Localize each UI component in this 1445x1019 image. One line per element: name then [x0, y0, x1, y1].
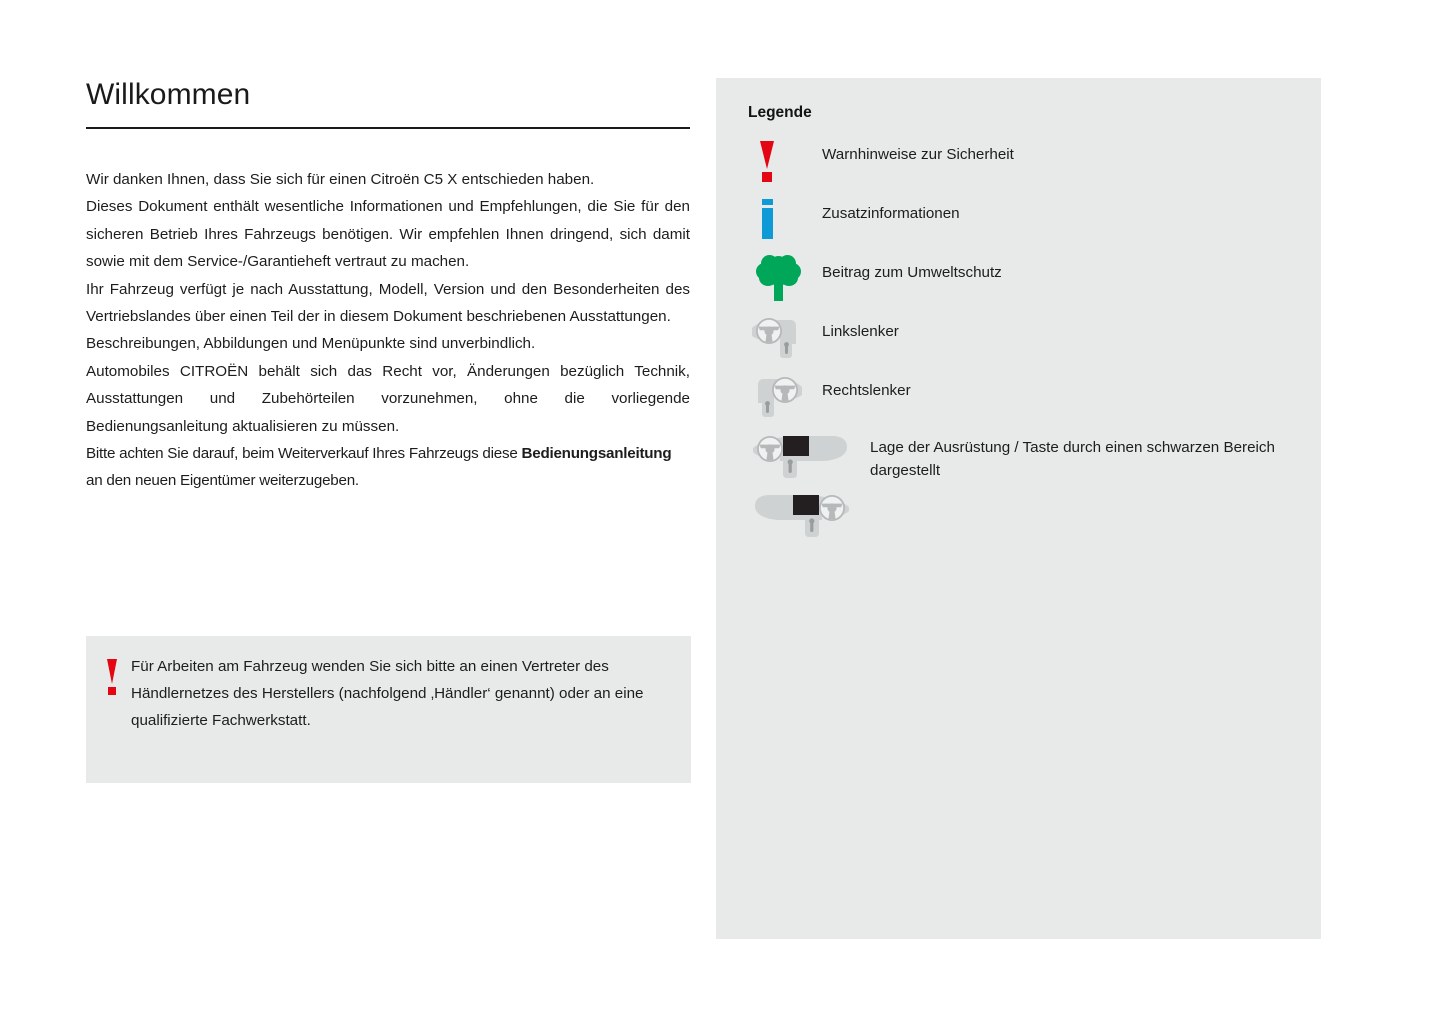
- warning-callout-box: [86, 636, 691, 783]
- title-underline-rule: [86, 127, 690, 129]
- intro-paragraph-3: Ihr Fahrzeug verfügt je nach Ausstattung, Modell, Version und den Besonderheiten des Vertriebslandes über einen Teil der in diesem Dokument beschriebenen Ausstattungen.: [86, 280, 690, 326]
- final-text-bold: Bedienungsanleitung: [521, 445, 672, 463]
- final-text-before-bold: Bitte achten Sie darauf, beim Weiterverkauf Ihres Fahrzeugs diese: [86, 445, 522, 463]
- legend-item-right-hand-drive: [748, 371, 1303, 430]
- warning-exclamation-icon: [106, 659, 119, 695]
- legend-title: Legende: [748, 104, 812, 121]
- intro-paragraph-2: Dieses Dokument enthält wesentliche Informationen und Empfehlungen, die Sie für den sicheren Betrieb Ihres Fahrzeugs benötigen. Wir empfehlen Ihnen dringend, sich damit sowie mit dem Service-/Garantieheft vertraut zu machen.: [86, 198, 690, 271]
- warning-exclamation-icon: [748, 135, 822, 187]
- legend-item-label: Linkslenker: [822, 323, 899, 340]
- dashboard-zone-right-drive-icon: [748, 489, 870, 539]
- legend-item-left-hand-drive: [748, 312, 1303, 371]
- legend-item-equipment-zone-right-drive: [748, 489, 1303, 548]
- page-title: Willkommen: [86, 78, 251, 111]
- intro-text-block: [86, 166, 690, 495]
- intro-paragraph-5: Automobiles CITROËN behält sich das Recht vor, Änderungen bezüglich Technik, Ausstattungen und Zubehörteilen vorzunehmen, ohne die vorliegende Bedienungsanleitung aktualisieren zu müssen.: [86, 362, 690, 435]
- warning-callout-text: Für Arbeiten am Fahrzeug wenden Sie sich bitte an einen Vertreter des Händlernetzes des Herstellers (nachfolgend ‚Händler‘ genannt) oder an eine qualifizierte Fachwerkstatt.: [131, 658, 644, 729]
- legend-item-equipment-zone-left-drive: [748, 430, 1303, 489]
- right-hand-drive-icon: [748, 371, 822, 423]
- tree-environment-icon: [748, 253, 822, 305]
- legend-item-label: Rechtslenker: [822, 382, 911, 399]
- legend-item-warning: [748, 135, 1303, 194]
- legend-panel: [716, 78, 1321, 939]
- legend-item-label: Beitrag zum Umweltschutz: [822, 264, 1002, 281]
- legend-item-environment: [748, 253, 1303, 312]
- intro-paragraph-4: Beschreibungen, Abbildungen und Menüpunkte sind unverbindlich.: [86, 335, 536, 353]
- dashboard-zone-left-drive-icon: [748, 430, 870, 480]
- left-hand-drive-icon: [748, 312, 822, 364]
- final-text-after-bold: an den neuen Eigentümer weiterzugeben.: [86, 472, 359, 490]
- legend-item-label: Lage der Ausrüstung / Taste durch einen schwarzen Bereich dargestellt: [870, 439, 1275, 479]
- legend-item-label: Zusatzinformationen: [822, 205, 960, 222]
- legend-item-label: Warnhinweise zur Sicherheit: [822, 146, 1014, 163]
- info-i-icon: [748, 194, 822, 246]
- legend-item-list: [748, 135, 1303, 548]
- legend-item-info: [748, 194, 1303, 253]
- main-content-column: [86, 78, 690, 495]
- intro-paragraph-6: [86, 440, 690, 495]
- intro-paragraph-1: Wir danken Ihnen, dass Sie sich für einen Citroën C5 X entschieden haben.: [86, 171, 595, 188]
